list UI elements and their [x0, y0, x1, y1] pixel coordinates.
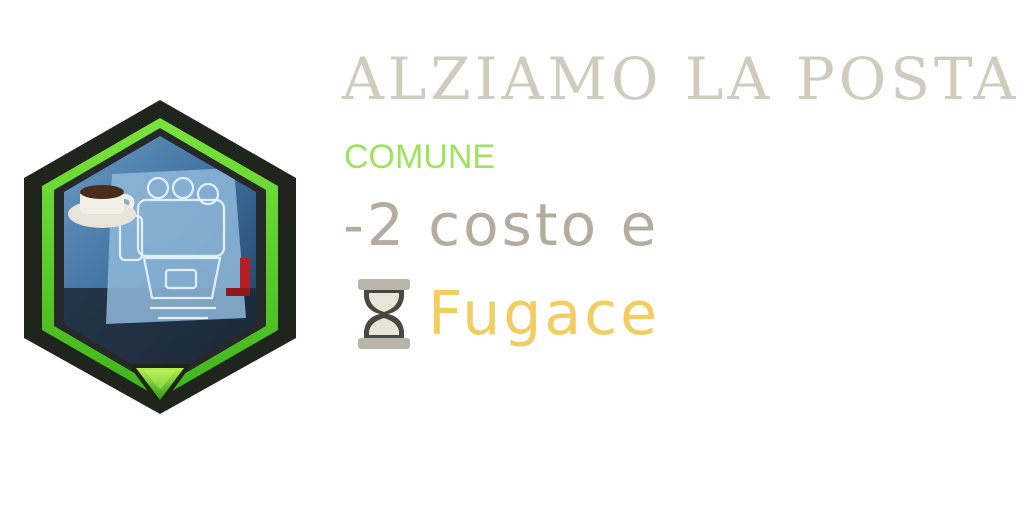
- rarity-label: COMUNE: [344, 138, 496, 176]
- card-art-emblem: [20, 98, 300, 416]
- card-title: ALZIAMO LA POSTA: [342, 45, 1020, 113]
- keyword-label: Fugace: [428, 279, 661, 349]
- effect-text: -2 costo e: [343, 191, 660, 259]
- keyword-row: [356, 276, 660, 352]
- hourglass-icon: [356, 277, 412, 351]
